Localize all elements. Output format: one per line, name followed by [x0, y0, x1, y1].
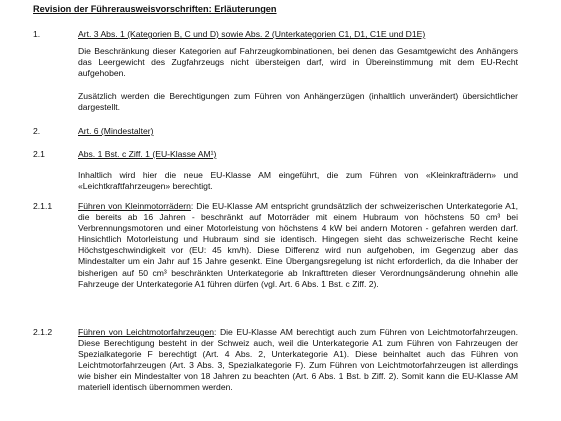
section-number: 2.1 — [33, 149, 45, 159]
document-title: Revision der Führerausweisvorschriften: Erläuterungen — [33, 4, 277, 14]
section-paragraph — [78, 201, 518, 290]
section-heading: Art. 6 (Mindestalter) — [78, 126, 154, 136]
section-number: 2. — [33, 126, 41, 136]
section-heading: Führen von Kleinmotorrädern — [78, 201, 191, 211]
section-text: : Die EU-Klasse AM entspricht grundsätzlich der schweizerischen Unterkategorie A1, die bereits ab 16 Jahren - beschränkt auf Motorräder mit einem Hubraum von höchstens 50 cm³ bei Verbrennungsmotoren und einer Motorleistung von höchstens 4 kW bei andern Motoren - gefahren werden darf. Hinsichtlich Motorleistung und Hubraum sind sie identisch. Hingegen sieht das schweizerische Recht keine Höchstgeschwindigkeit vor (EU: 45 km/h). Diese Differenz wird nun aufgehoben, im Gegenzug aber das Mindestalter um ein Jahr auf 15 Jahre gesenkt. Eine Übergangsregelung ist nicht erforderlich, da die Inhaber der bisherigen auf 50 cm³ beschränkten Unterkategorie ab Inkrafttreten dieser Verordnungsänderung ohnehin alle Fahrzeuge der Unterkategorie A1 führen dürfen (vgl. Art. 6 Abs. 1 Bst. c Ziff. 2). — [78, 201, 518, 289]
section-heading: Art. 3 Abs. 1 (Kategorien B, C und D) sowie Abs. 2 (Unterkategorien C1, D1, C1E und D1E) — [78, 29, 426, 39]
section-number: 2.1.1 — [33, 201, 53, 211]
section-number: 1. — [33, 29, 41, 39]
section-paragraph: Inhaltlich wird hier die neue EU-Klasse AM eingeführt, die zum Führen von «Kleinkrafträdern» und «Leichtkraftfahrzeugen» berechtigt. — [78, 170, 518, 192]
section-paragraph: Zusätzlich werden die Berechtigungen zum Führen von Anhängerzügen (inhaltlich unverändert) übersichtlicher dargestellt. — [78, 91, 518, 113]
section-paragraph — [78, 327, 518, 394]
section-heading: Führen von Leichtmotorfahrzeugen — [78, 327, 215, 337]
section-number: 2.1.2 — [33, 327, 53, 337]
section-paragraph: Die Beschränkung dieser Kategorien auf Fahrzeugkombinationen, bei denen das Gesamtgewicht des Anhängers das Leergewicht des Zugfahrzeugs nicht übersteigen darf, wird in Übereinstimmung mit dem EU-Recht aufgehoben. — [78, 46, 518, 79]
section-text: : Die EU-Klasse AM berechtigt auch zum Führen von Leichtmotorfahrzeugen. Diese Berechtigung besteht in der Schweiz auch, weil die Unterkategorie A1 zum Führen von Fahrzeugen der Spezialkategorie F berechtigt (Art. 4 Abs. 2, Unterkategorie A1). Diese beinhaltet auch das Führen von Leichtmotorfahrzeugen (Art. 3 Abs. 3, Spezialkategorie F). Zum Führen von Leichtmotorfahrzeugen ist allerdings wie bisher ein Mindestalter von 18 Jahren zu beachten (Art. 6 Abs. 1 Bst. b Ziff. 2). Somit kann die EU-Klasse AM materiell identisch übernommen werden. — [78, 327, 518, 393]
section-heading: Abs. 1 Bst. c Ziff. 1 (EU-Klasse AM¹) — [78, 149, 217, 159]
